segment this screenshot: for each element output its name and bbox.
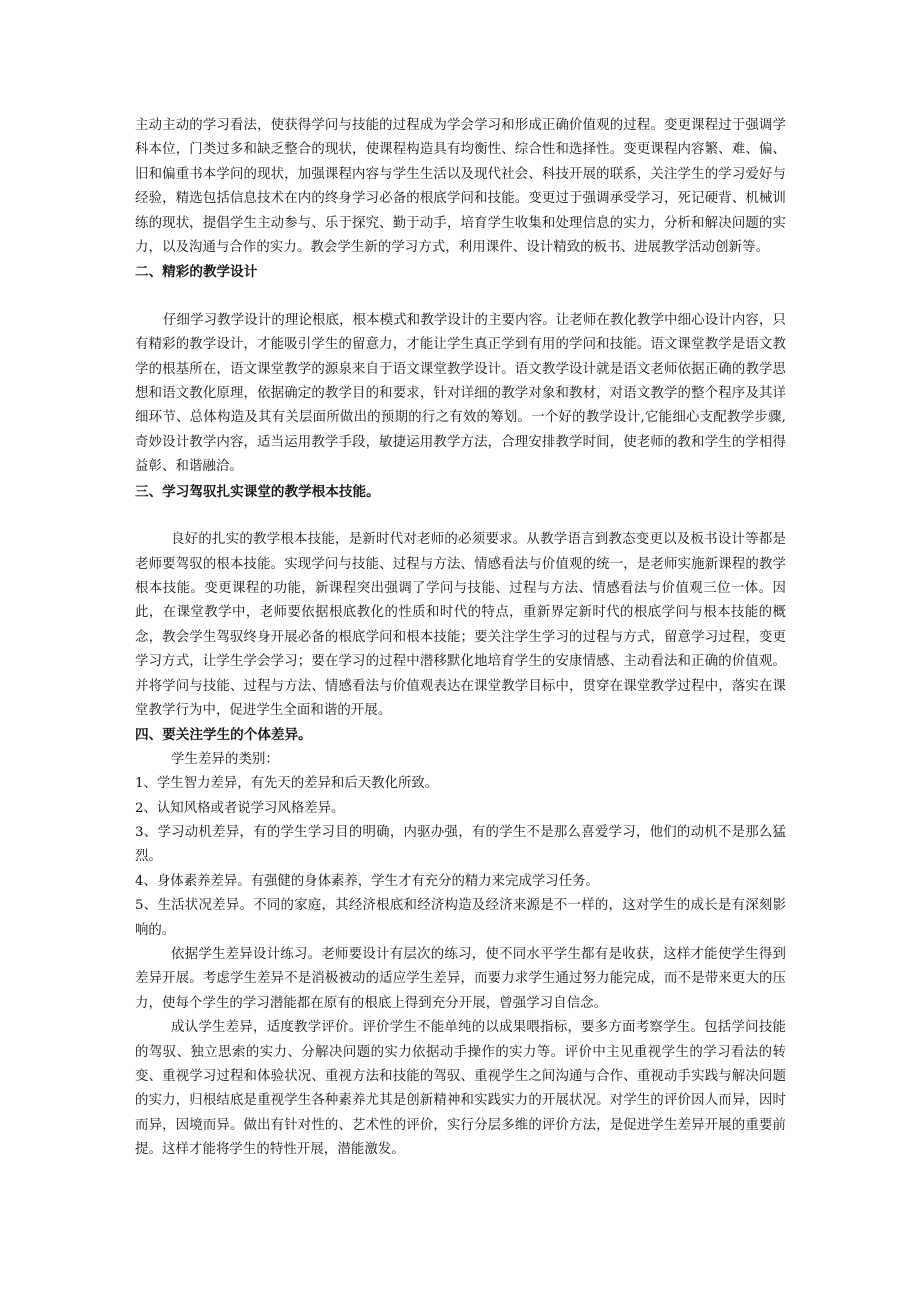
spacer [135, 504, 786, 528]
list-item: 4、身体素养差异。有强健的身体素养，学生才有充分的精力来完成学习任务。 [135, 873, 599, 889]
evaluation-paragraph: 成认学生差异，适度教学评价。评价学生不能单纯的以成果喂指标，要多方面考察学生。包括学问技能的驾驭、独立思索的实力、分解决问题的实力依据动手操作的实力等。评价中主见重视学生的学习看法的转变、重视学习过程和体验状况、重视方法和技能的驾驭、重视学生之间沟通与合作、重视动手实践与解决问题的实力，归根结底是重视学生各种素养尤其是创新精神和实践实力的开展状况。对学生的评价因人而异，因时而异，因境而异。做出有针对性的、艺术性的评价，实行分层多维的评价方法，是促进学生差异开展的重要前提。这样才能将学生的特性开展，潜能激发。 [135, 1020, 786, 1158]
section-body-teaching-design: 仔细学习教学设计的理论根底，根本模式和教学设计的主要内容。让老师在教化教学中细心设计内容，只有精彩的教学设计，才能吸引学生的留意力，才能让学生真正学到有用的学问和技能。语文课堂教学是语文教学的根基所在，语文课堂教学的源泉来自于语文课堂教学设计。语文教学设计就是语文老师依据正确的教学思想和语文教化原理，依据确定的教学目的和要求，针对详细的教学对象和教材，对语文教学的整个程序及其详细环节、总体构造及其有关层面所做出的预期的行之有效的筹划。一个好的教学设计,它能细心支配教学步骤,奇妙设计教学内容，适当运用教学手段，敏捷运用教学方法，合理安排教学时间，使老师的教和学生的学相得益彰、和谐融洽。 [135, 312, 786, 475]
list-item: 3、学习动机差异，有的学生学习目的明确，内驱办强，有的学生不是那么喜爱学习，他们的动机不是那么猛烈。 [135, 824, 786, 865]
list-item: 2、认知风格或者说学习风格差异。 [135, 800, 345, 816]
section-heading-teaching-design: 二、精彩的教学设计 [135, 264, 258, 281]
section-heading-individual-differences: 四、要关注学生的个体差异。 [135, 727, 312, 744]
list-item: 1、学生智力差异，有先天的差异和后天教化所致。 [135, 776, 439, 792]
exercise-design-paragraph: 依据学生差异设计练习。老师要设计有层次的练习，使不同水平学生都有是收获，这样才能使学生得到差异开展。考虑学生差异不是消极被动的适应学生差异，而要力求学生通过努力能完成，而不是带来更大的压力，使每个学生的学习潜能都在原有的根底上得到充分开展，曾强学习自信念。 [135, 947, 786, 1011]
list-item: 5、生活状况差异。不同的家庭，其经济根底和经济构造及经济来源是不一样的，这对学生的成长是有深刻影响的。 [135, 898, 786, 938]
differences-lead: 学生差异的类别： [171, 751, 279, 767]
section-heading-basic-skills: 三、学习驾驭扎实课堂的教学根本技能。 [135, 483, 380, 500]
section-body-basic-skills: 良好的扎实的教学根本技能，是新时代对老师的必须要求。从教学语言到教态变更以及板书设计等都是老师要驾驭的根本技能。实现学问与技能、过程与方法、情感看法与价值观的统一，是老师实施新课程的教学根本技能。变更课程的功能，新课程突出强调了学问与技能、过程与方法、情感看法与价值观三位一体。因此，在课堂教学中，老师要依据根底教化的性质和时代的特点，重新界定新时代的根底学问与根本技能的概念，教会学生驾驭终身开展必备的根底学问和根本技能；要关注学生学习的过程与方式，留意学习过程，变更学习方式，让学生学会学习；要在学习的过程中潜移默化地培育学生的安康情感、主动看法和正确的价值观。并将学问与技能、过程与方法、情感看法与价值观表达在课堂教学目标中，贯穿在课堂教学过程中，落实在课堂教学行为中，促进学生全面和谐的开展。 [135, 532, 786, 718]
intro-paragraph: 主动主动的学习看法，使获得学问与技能的过程成为学会学习和形成正确价值观的过程。变更课程过于强调学科本位，门类过多和缺乏整合的现状，使课程构造具有均衡性、综合性和选择性。变更课程内容繁、难、偏、旧和偏重书本学问的现状，加强课程内容与学生生活以及现代社会、科技开展的联系，关注学生的学习爱好与经验，精选包括信息技术在内的终身学习必备的根底学问和技能。变更过于强调承受学习，死记硬背、机械训练的现状，提倡学生主动参与、乐于探究、勤于动手，培育学生收集和处理信息的实力，分析和解决问题的实力，以及沟通与合作的实力。教会学生新的学习方式，利用课件、设计精致的板书、进展教学活动创新等。 [135, 118, 786, 256]
spacer [135, 285, 786, 309]
